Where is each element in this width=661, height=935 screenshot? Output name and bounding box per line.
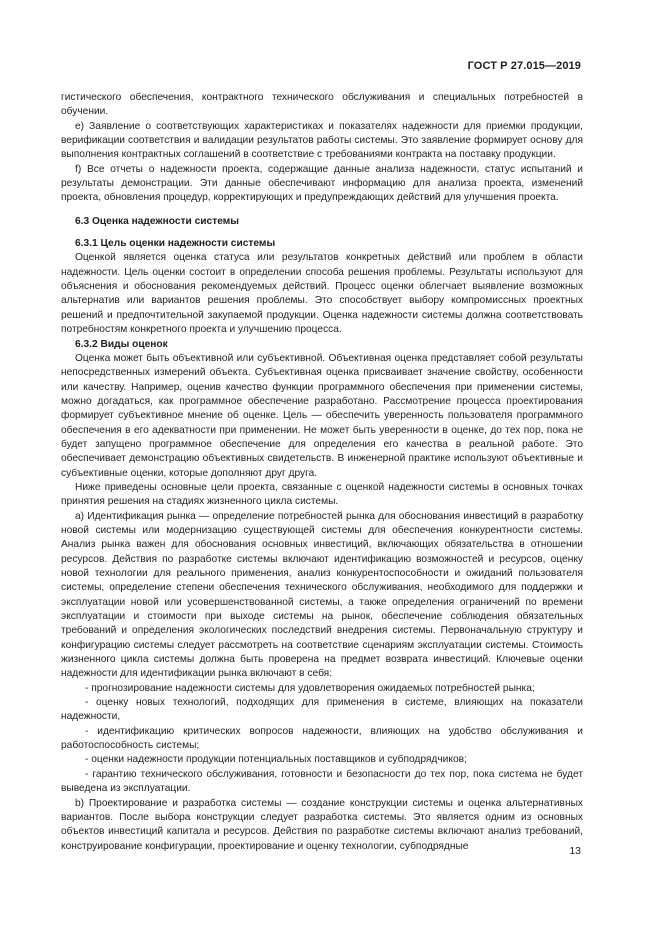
dash-item: - гарантию технического обслуживания, готовности и безопасности до тех пор, пока система не будет выведена из эксплуатации. bbox=[61, 768, 583, 795]
list-item-e: e) Заявление о соответствующих характеристиках и показателях надежности для приемки продукции, верификации соответствия и валидации результатов работы системы. Это заявление формирует основу для выполнения контрактных соглашений в соответствие с требованиями контракта на поставку продукции. bbox=[61, 120, 583, 161]
paragraph-project-goals: Ниже приведены основные цели проекта, связанные с оценкой надежности системы в основных точках принятия решения на стадиях жизненного цикла системы. bbox=[61, 481, 583, 508]
dash-item: - оценки надежности продукции потенциальных поставщиков и субподрядчиков; bbox=[85, 754, 467, 766]
paragraph-assessment-purpose: Оценкой является оценка статуса или результатов конкретных действий или проблем в области надежности. Цель оценки состоит в определении способа решения проблемы. Результаты используют для объяснения и обоснования рекомендуемых действий. Процесс оценки облегчает выявление возможных альтернатив или вариантов решения проблемы. Это способствует выбору компромиссных проектных решений и предпочтительной закупаемой продукции. Оценка надежности системы должна соответствовать потребностям конкретного проекта и улучшению процесса. bbox=[61, 252, 583, 336]
subsection-heading-6-3-2: 6.3.2 Виды оценок bbox=[75, 338, 168, 350]
subsection-heading-6-3-1: 6.3.1 Цель оценки надежности системы bbox=[75, 238, 276, 250]
paragraph-continuation: гистического обеспечения, контрактного технического обслуживания и специальных потребностей в обучении. bbox=[61, 92, 583, 118]
dash-item: - оценку новых технологий, подходящих для применения в системе, влияющих на показатели надежности, bbox=[61, 697, 583, 723]
document-body bbox=[61, 91, 583, 854]
paragraph-assessment-types: Оценка может быть объективной или субъективной. Объективная оценка представляет собой результаты непосредственных измерений объекта. Субъективная оценка присваивает значение свойству, особенности или качеству. Например, оценив качество функции программного обеспечения при применении системы, можно догадаться, как программное обеспечение разработано. Рассмотрение процесса проектирования формирует субъективное мнение об оценке. Цель — обеспечить уверенность пользователя программного обеспечения в его адекватности при применении. Не может быть уверенности в оценке, до тех пор, пока не будет запущено программное обеспечение для определения его качества в реальной работе. Это обеспечивает демонстрацию объективных свидетельств. В инженерной практике используют объективные и субъективные оценки, которые дополняют друг друга. bbox=[61, 352, 583, 479]
list-item-b: b) Проектирование и разработка системы — создание конструкции системы и оценка альтернативных вариантов. После выбора конструкции следует разработка системы. Это является одним из основных объектов инвестиций капитала и ресурсов. Действия по разработке системы включают анализ требований, конструирование конфигурации, проектирование и оценку технологии, субподрядные bbox=[61, 797, 583, 852]
page-number: 13 bbox=[569, 845, 581, 857]
section-heading-6-3: 6.3 Оценка надежности системы bbox=[75, 215, 239, 227]
list-item-a: a) Идентификация рынка — определение потребностей рынка для обоснования инвестиций в разработку новой системы или модернизацию существующей системы для обеспечения конкурентности системы. Анализ рынка важен для обоснования основных инвестиций, включающих обязательства в отношении ресурсов. Действия по разработке системы включают идентификацию возможностей и ресурсов, оценку новой технологии для реального применения, анализ конкурентоспособности и ожиданий пользователя системы, определение степени обеспечения технического обслуживания, необходимого для поддержки и эксплуатации новой или усовершенствованной системы, а также определения ограничений по времени эксплуатации и стоимости при выходе системы на рынок, обеспечение соблюдения обязательных требований и определения экологических последствий внедрения системы. Первоначальную структуру и конфигурацию системы следует рассмотреть на соответствие сценариям эксплуатации системы. Стоимость жизненного цикла системы должна быть проверена на предмет возврата инвестиций. Ключевые оценки надежности для идентификации рынка включают в себя: bbox=[61, 510, 583, 680]
dash-item: - прогнозирование надежности системы для удовлетворения ожидаемых потребностей рынка; bbox=[85, 682, 535, 694]
dash-item: - идентификацию критических вопросов надежности, влияющих на удобство обслуживания и работоспособность системы; bbox=[61, 725, 583, 752]
list-item-f: f) Все отчеты о надежности проекта, содержащие данные анализа надежности, статус испытаний и результаты демонстрации. Эти данные обеспечивают информацию для анализа проекта, изменений проекта, обновления процедур, корректирующих и предупреждающих действий для улучшения проекта. bbox=[61, 163, 583, 204]
standard-code-header: ГОСТ Р 27.015—2019 bbox=[467, 60, 581, 72]
